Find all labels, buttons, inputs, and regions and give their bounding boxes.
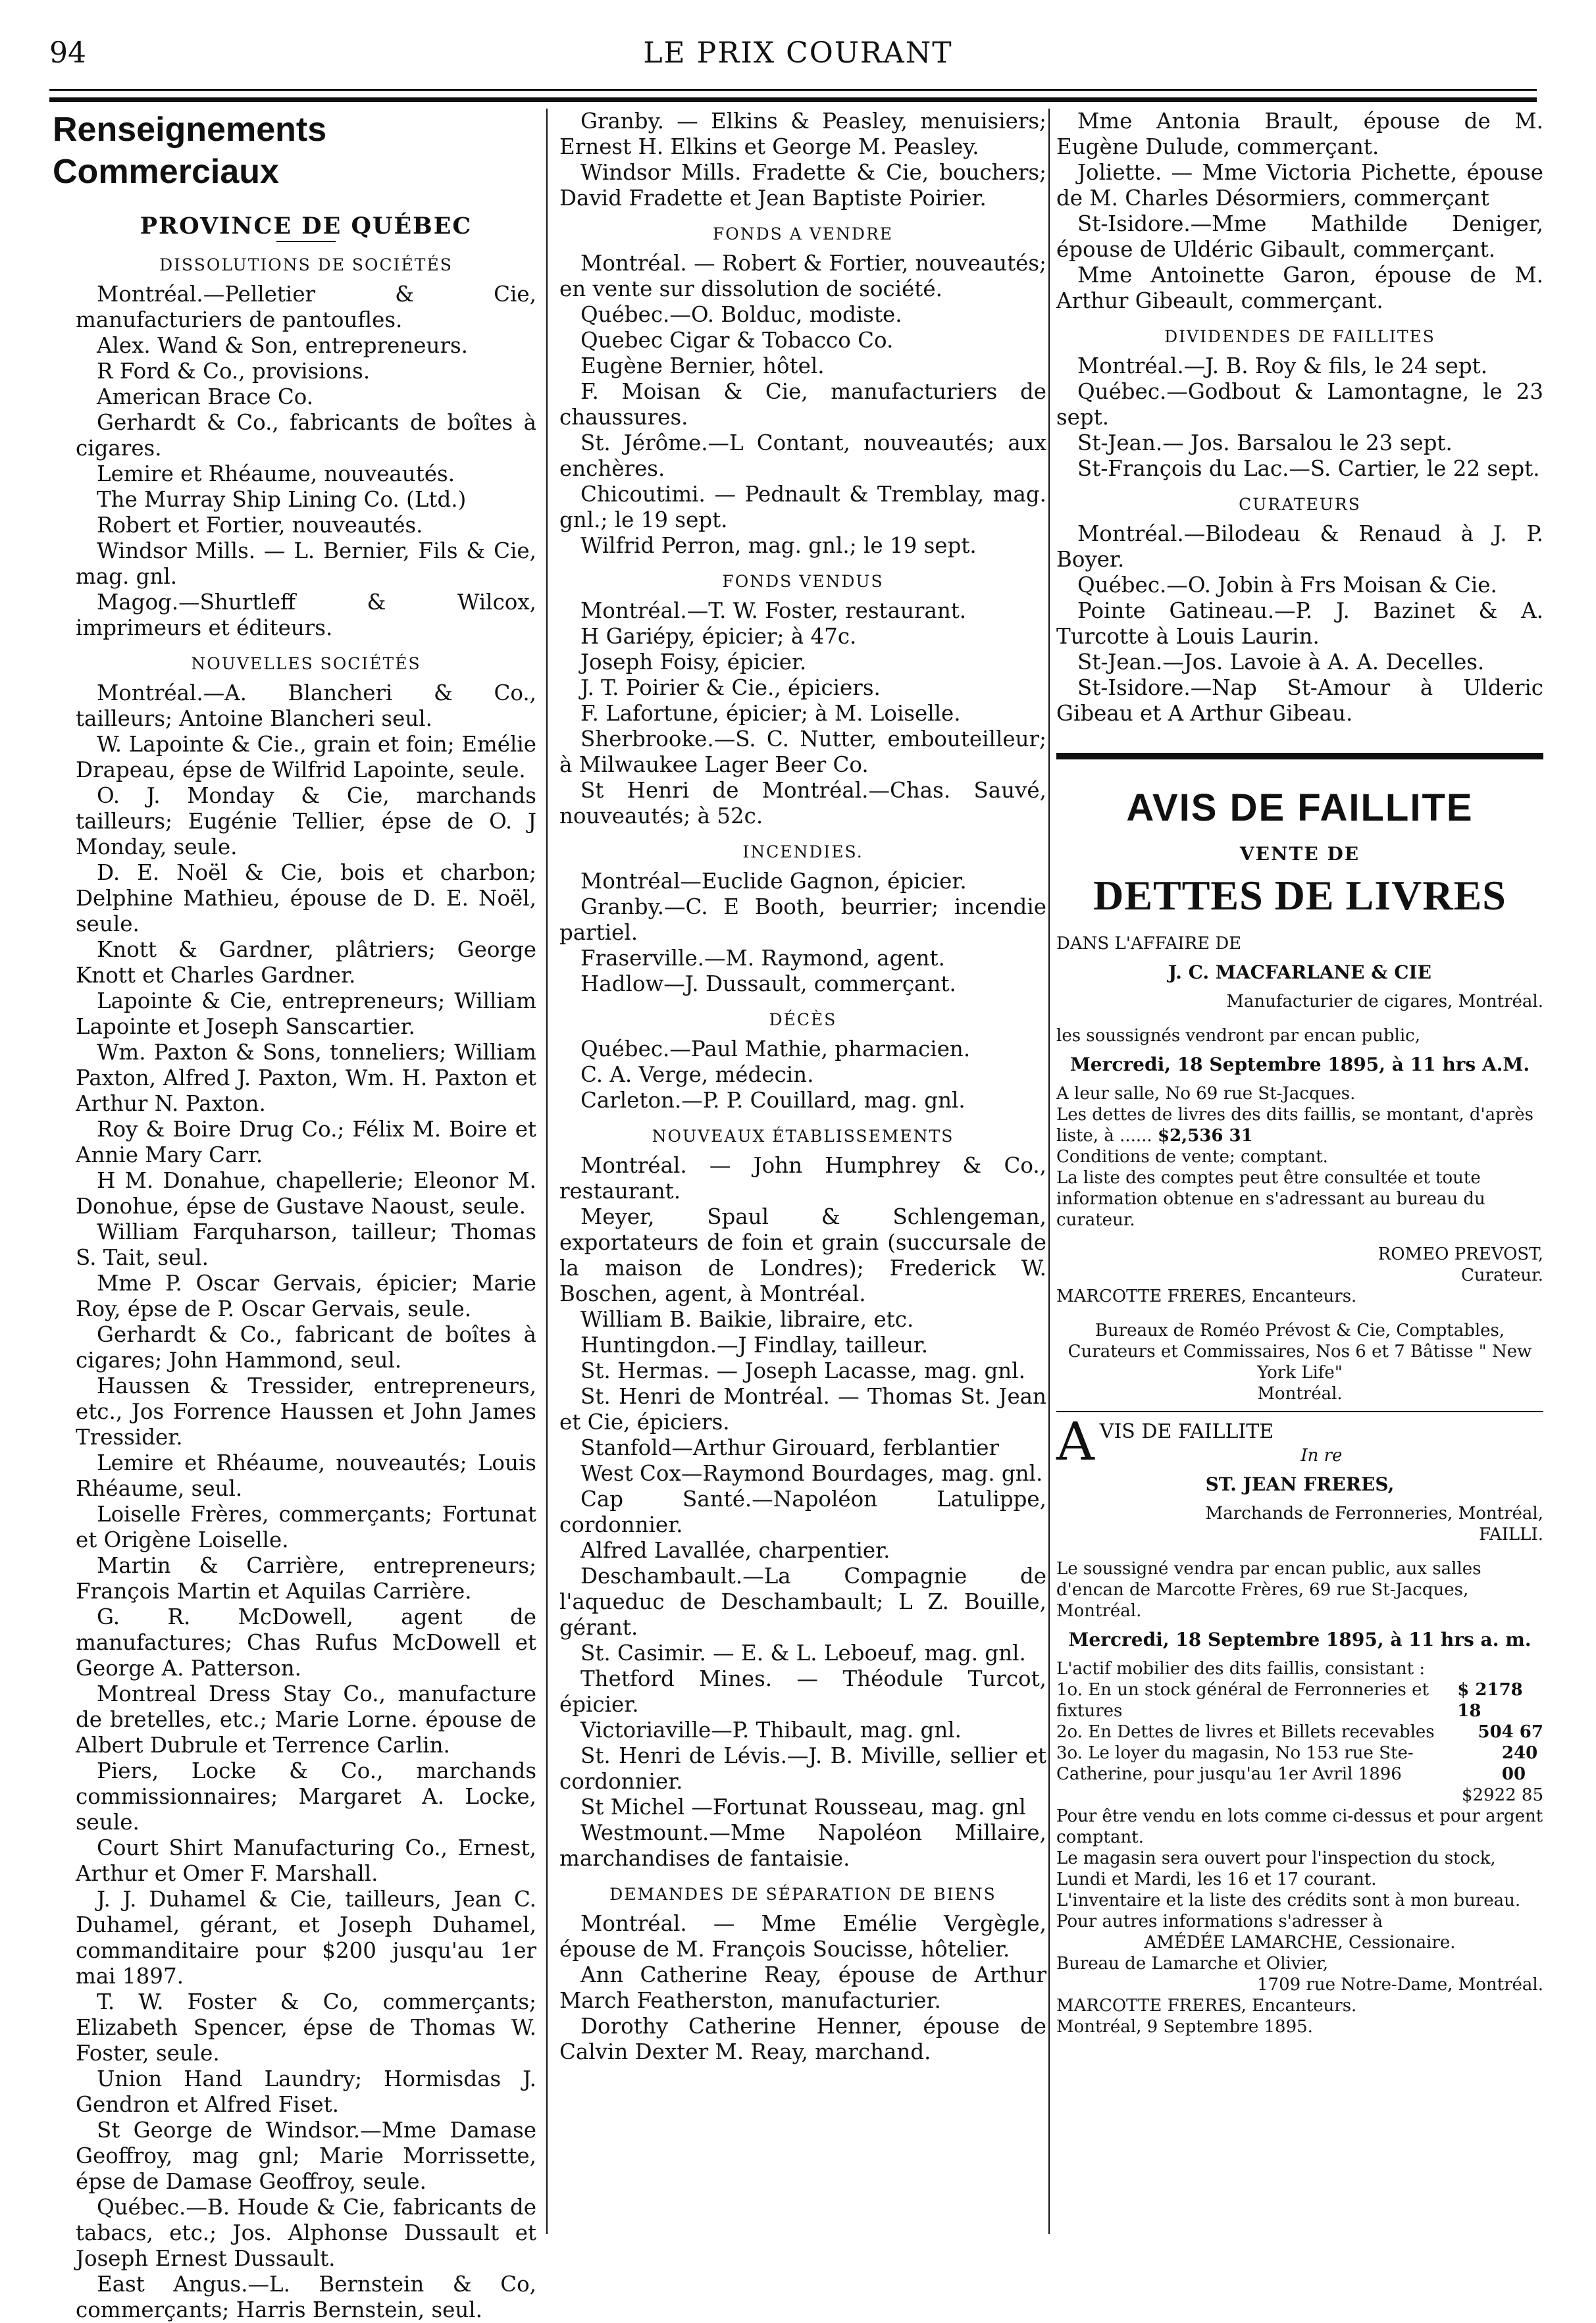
entry: Stanfold—Arthur Girouard, ferblantier xyxy=(580,1435,1000,1460)
subsection-title: FONDS VENDUS xyxy=(722,572,884,591)
entry: Joliette. — Mme Victoria Pichette, épouse de M. Charles Désormiers, commerçant xyxy=(1056,160,1543,211)
entry: Huntingdon.—J Findlay, tailleur. xyxy=(580,1333,929,1358)
entry: H M. Donahue, chapellerie; Eleonor M. Donohue, épse de Gustave Naoust, seule. xyxy=(76,1168,536,1219)
notice-text: DANS L'AFFAIRE DE xyxy=(1056,934,1242,954)
entry: St. Hermas. — Joseph Lacasse, mag. gnl. xyxy=(580,1358,1025,1383)
entry: Montréal. — Mme Emélie Vergègle, épouse de M. François Soucisse, hôtelier. xyxy=(559,1911,1046,1962)
entry: Loiselle Frères, commerçants; Fortunat et Origène Loiselle. xyxy=(76,1502,536,1552)
entry: American Brace Co. xyxy=(97,384,314,409)
entry: Roy & Boire Drug Co.; Félix M. Boire et Annie Mary Carr. xyxy=(76,1117,536,1167)
entry: O. J. Monday & Cie, marchands tailleurs; Eugénie Tellier, épse de O. J Monday, seule. xyxy=(76,783,536,859)
entry: Québec.—B. Houde & Cie, fabricants de tabacs, etc.; Jos. Alphonse Dussault et Joseph Ernest Dussault. xyxy=(76,2195,536,2271)
entry: Windsor Mills. Fradette & Cie, bouchers; David Fradette et Jean Baptiste Poirier. xyxy=(559,160,1046,211)
entry: Westmount.—Mme Napoléon Millaire, marchandises de fantaisie. xyxy=(559,1820,1046,1871)
entry: St. Jérôme.—L Contant, nouveautés; aux enchères. xyxy=(559,430,1046,481)
notice-text: Marchands de Ferronneries, Montréal, xyxy=(1205,1504,1543,1523)
entry: F. Lafortune, épicier; à M. Loiselle. xyxy=(580,701,961,726)
entry: J. T. Poirier & Cie., épiciers. xyxy=(580,675,881,700)
notice-dateline: Montréal, 9 Septembre 1895. xyxy=(1056,2017,1313,2037)
notice-date: Mercredi, 18 Septembre 1895, à 11 hrs A.M. xyxy=(1069,1054,1530,1075)
asset-row: 2o. En Dettes de livres et Billets recevables 504 67 xyxy=(1056,1722,1543,1742)
notice-text: A leur salle, No 69 rue St-Jacques. xyxy=(1056,1084,1356,1104)
entry: Sherbrooke.—S. C. Nutter, embouteilleur; à Milwaukee Lager Beer Co. xyxy=(559,727,1046,777)
notice-text: Pour être vendu en lots comme ci-dessus et pour argent comptant. xyxy=(1056,1806,1543,1847)
entry: Montreal Dress Stay Co., manufacture de bretelles, etc.; Marie Lorne. épouse de Albert Dubrule et Terrence Carlin. xyxy=(76,1681,536,1758)
entry: Dorothy Catherine Henner, épouse de Calvin Dexter M. Reay, marchand. xyxy=(559,2014,1046,2064)
entry: Haussen & Tressider, entrepreneurs, etc., Jos Forrence Haussen et John James Tressider. xyxy=(76,1373,536,1450)
notice-title: AVIS DE FAILLITE xyxy=(1126,786,1474,829)
entry: East Angus.—L. Bernstein & Co, commerçants; Harris Bernstein, seul. xyxy=(76,2272,536,2322)
entry: Magog.—Shurtleff & Wilcox, imprimeurs et éditeurs. xyxy=(76,590,536,640)
entry: Montréal—Euclide Gagnon, épicier. xyxy=(580,869,967,894)
entry: West Cox—Raymond Bourdages, mag. gnl. xyxy=(580,1461,1043,1486)
notice-text: Manufacturier de cigares, Montréal. xyxy=(1226,992,1543,1011)
entry: Québec.—Godbout & Lamontagne, le 23 sept. xyxy=(1056,379,1543,430)
notice-firm: ST. JEAN FRERES, xyxy=(1205,1473,1395,1495)
entry: The Murray Ship Lining Co. (Ltd.) xyxy=(97,487,467,512)
entry: Wilfrid Perron, mag. gnl.; le 19 sept. xyxy=(580,533,977,558)
entry: St. Casimir. — E. & L. Leboeuf, mag. gnl. xyxy=(580,1641,1026,1666)
entry: Mme Antonia Brault, épouse de M. Eugène Dulude, commerçant. xyxy=(1056,109,1543,159)
entry: Granby. — Elkins & Peasley, menuisiers; Ernest H. Elkins et George M. Peasley. xyxy=(559,109,1046,159)
entry: Montréal.—Pelletier & Cie, manufacturiers de pantoufles. xyxy=(76,282,536,332)
entry: Granby.—C. E Booth, beurrier; incendie partiel. xyxy=(559,894,1046,945)
ad-separator xyxy=(1056,1411,1543,1412)
entry: Montréal.—J. B. Roy & fils, le 24 sept. xyxy=(1077,353,1488,378)
entry: Eugène Bernier, hôtel. xyxy=(580,353,825,378)
notice-text: Bureau de Lamarche et Olivier, xyxy=(1056,1954,1329,1974)
subsection-title: FONDS A VENDRE xyxy=(712,224,894,243)
entry: Montréal. — John Humphrey & Co., restaurant. xyxy=(559,1153,1046,1204)
notice-text: L'inventaire et la liste des crédits sont à mon bureau. xyxy=(1056,1891,1521,1910)
entry: William Farquharson, tailleur; Thomas S. Tait, seul. xyxy=(76,1219,536,1270)
column-3 xyxy=(1056,109,1543,2234)
notice-date: Mercredi, 18 Septembre 1895, à 11 hrs a. m. xyxy=(1068,1629,1532,1650)
subsection-title: DISSOLUTIONS DE SOCIÉTÉS xyxy=(159,255,453,274)
entry: Gerhardt & Co., fabricants de boîtes à cigares. xyxy=(76,410,536,461)
notice-text: Conditions de vente; comptant. xyxy=(1056,1147,1328,1167)
entry: St George de Windsor.—Mme Damase Geoffroy, mag gnl; Marie Morrissette, épse de Damase Geoffroy, seule. xyxy=(76,2118,536,2194)
header-rule-thin xyxy=(49,89,1537,91)
notice-text: La liste des comptes peut être consultée et toute information obtenue en s'adressant au bureau du curateur. xyxy=(1056,1168,1485,1230)
notice-text: Bureaux de Roméo Prévost & Cie, Comptables, Curateurs et Commissaires, Nos 6 et 7 Bâtisse " New York Life" xyxy=(1068,1321,1532,1383)
entry: Alfred Lavallée, charpentier. xyxy=(580,1538,890,1563)
entry: Lapointe & Cie, entrepreneurs; William Lapointe et Joseph Sanscartier. xyxy=(76,988,536,1039)
entry: Court Shirt Manufacturing Co., Ernest, Arthur et Omer F. Marshall. xyxy=(76,1835,536,1886)
notice-firm: J. C. MACFARLANE & CIE xyxy=(1168,961,1431,983)
subsection-title: DÉCÈS xyxy=(769,1010,837,1029)
entry: Québec.—O. Jobin à Frs Moisan & Cie. xyxy=(1077,573,1497,598)
entry: Québec.—Paul Mathie, pharmacien. xyxy=(580,1036,971,1061)
asset-total: $2922 85 xyxy=(1461,1785,1543,1805)
notice-text: 1709 rue Notre-Dame, Montréal. xyxy=(1257,1975,1543,1995)
section-heading: Renseignements Commerciaux xyxy=(53,111,327,191)
subsection-title: DIVIDENDES DE FAILLITES xyxy=(1164,327,1435,346)
notice-text: Pour autres informations s'adresser à xyxy=(1056,1912,1383,1931)
column-1 xyxy=(53,109,536,2322)
entry: Windsor Mills. — L. Bernier, Fils & Cie, mag. gnl. xyxy=(76,538,536,589)
entry: Joseph Foisy, épicier. xyxy=(580,650,807,675)
entry: Montréal.—T. W. Foster, restaurant. xyxy=(580,598,967,623)
subsection-title: DEMANDES DE SÉPARATION DE BIENS xyxy=(609,1885,996,1904)
notice-signature-title: Curateur. xyxy=(1461,1265,1543,1285)
entry: Meyer, Spaul & Schlengeman, exportateurs de foin et grain (succursale de la maison de Londres); Frederick W. Boschen, agent, à Montréal. xyxy=(559,1204,1046,1306)
entry: Montréal. — Robert & Fortier, nouveautés; en vente sur dissolution de société. xyxy=(559,251,1046,301)
entry: Knott & Gardner, plâtriers; George Knott et Charles Gardner. xyxy=(76,937,536,988)
entry: Thetford Mines. — Théodule Turcot, épicier. xyxy=(559,1666,1046,1717)
divider xyxy=(276,241,336,242)
page-number: 94 xyxy=(49,36,86,70)
entry: W. Lapointe & Cie., grain et foin; Emélie Drapeau, épse de Wilfrid Lapointe, seule. xyxy=(76,732,536,782)
entry: Robert et Fortier, nouveautés. xyxy=(97,513,423,538)
entry: St-Jean.—Jos. Lavoie à A. A. Decelles. xyxy=(1077,650,1485,675)
entry: Gerhardt & Co., fabricant de boîtes à cigares; John Hammond, seul. xyxy=(76,1322,536,1373)
entry: Pointe Gatineau.—P. J. Bazinet & A. Turcotte à Louis Laurin. xyxy=(1056,598,1543,649)
notice-text: Montréal. xyxy=(1257,1384,1343,1404)
subsection-title: CURATEURS xyxy=(1239,495,1361,514)
entry: Montréal.—A. Blancheri & Co., tailleurs; Antoine Blancheri seul. xyxy=(76,680,536,731)
entry: D. E. Noël & Cie, bois et charbon; Delphine Mathieu, épouse de D. E. Noël, seule. xyxy=(76,860,536,936)
entry: Wm. Paxton & Sons, tonneliers; William Paxton, Alfred J. Paxton, Wm. H. Paxton et Arthur N. Paxton. xyxy=(76,1040,536,1116)
drop-cap: A xyxy=(1056,1411,1094,1472)
entry: Victoriaville—P. Thibault, mag. gnl. xyxy=(580,1718,962,1743)
entry: Mme Antoinette Garon, épouse de M. Arthur Gibeault, commerçant. xyxy=(1056,263,1543,313)
entry: St Henri de Montréal.—Chas. Sauvé, nouveautés; à 52c. xyxy=(559,778,1046,829)
province-heading: PROVINCE DE QUÉBEC xyxy=(140,213,473,240)
notice-text: L'actif mobilier des dits faillis, consistant : xyxy=(1056,1659,1426,1679)
entry: Mme P. Oscar Gervais, épicier; Marie Roy, épse de P. Oscar Gervais, seule. xyxy=(76,1271,536,1321)
column-divider xyxy=(1048,109,1050,2234)
notice-subtitle: VENTE DE xyxy=(1239,843,1360,865)
entry: C. A. Verge, médecin. xyxy=(580,1062,814,1087)
entry: William B. Baikie, libraire, etc. xyxy=(580,1307,914,1332)
bankruptcy-notice-st-jean xyxy=(1056,1411,1543,2037)
entry: Chicoutimi. — Pednault & Tremblay, mag. gnl.; le 19 sept. xyxy=(559,482,1046,532)
entry: St-Jean.— Jos. Barsalou le 23 sept. xyxy=(1077,430,1453,455)
entry: St-Isidore.—Nap St-Amour à Ulderic Gibeau et A Arthur Gibeau. xyxy=(1056,675,1543,726)
notice-signature: ROMEO PREVOST, xyxy=(1377,1244,1543,1264)
notice-headline: DETTES DE LIVRES xyxy=(1093,872,1506,919)
entry: Ann Catherine Reay, épouse de Arthur March Featherston, manufacturier. xyxy=(559,1962,1046,2013)
entry: G. R. McDowell, agent de manufactures; Chas Rufus McDowell et George A. Patterson. xyxy=(76,1604,536,1681)
entry: Quebec Cigar & Tobacco Co. xyxy=(580,328,894,353)
asset-row: 3o. Le loyer du magasin, No 153 rue Ste-Catherine, pour jusqu'au 1er Avril 1896 240 00 xyxy=(1056,1743,1538,1784)
bankruptcy-notice-macfarlane xyxy=(1056,786,1543,1404)
notice-text: Le soussigné vendra par encan public, aux salles d'encan de Marcotte Frères, 69 rue St-Jacques, Montréal. xyxy=(1056,1559,1481,1621)
header-rule-thick xyxy=(49,97,1537,102)
entry: F. Moisan & Cie, manufacturiers de chaussures. xyxy=(559,379,1046,430)
notice-text: Le magasin sera ouvert pour l'inspection du stock, Lundi et Mardi, les 16 et 17 courant. xyxy=(1056,1849,1496,1889)
entry: Fraserville.—M. Raymond, agent. xyxy=(580,946,945,971)
entry: St. Henri de Lévis.—J. B. Miville, sellier et cordonnier. xyxy=(559,1743,1046,1794)
notice-text: In re xyxy=(1300,1446,1343,1466)
column-divider xyxy=(546,109,548,2234)
notice-text: les soussignés vendront par encan public, xyxy=(1056,1026,1420,1046)
entry: Martin & Carrière, entrepreneurs; François Martin et Aquilas Carrière. xyxy=(76,1553,536,1604)
entry: H Gariépy, épicier; à 47c. xyxy=(580,624,857,649)
column-2 xyxy=(559,109,1046,2234)
entry: Québec.—O. Bolduc, modiste. xyxy=(580,302,902,327)
entry: Alex. Wand & Son, entrepreneurs. xyxy=(97,333,469,358)
asset-row: 1o. En un stock général de Ferronneries et fixtures $ 2178 18 xyxy=(1056,1680,1523,1721)
entry: Lemire et Rhéaume, nouveautés. xyxy=(97,461,455,486)
entry: R Ford & Co., provisions. xyxy=(97,359,371,384)
subsection-title: INCENDIES. xyxy=(742,842,863,861)
entry: Lemire et Rhéaume, nouveautés; Louis Rhéaume, seul. xyxy=(76,1450,536,1501)
page-header xyxy=(0,0,1596,86)
entry: St. Henri de Montréal. — Thomas St. Jean et Cie, épiciers. xyxy=(559,1384,1046,1435)
page-title: LE PRIX COURANT xyxy=(643,36,953,70)
notice-text: Les dettes de livres des dits faillis, se montant, d'après liste, à ...... $2,536 31 xyxy=(1056,1105,1533,1146)
entry: Montréal.—Bilodeau & Renaud à J. P. Boyer. xyxy=(1056,521,1543,572)
notice-auctioneer: MARCOTTE FRERES, Encanteurs. xyxy=(1056,1287,1357,1306)
entry: St Michel —Fortunat Rousseau, mag. gnl xyxy=(580,1795,1026,1820)
subsection-title: NOUVEAUX ÉTABLISSEMENTS xyxy=(652,1127,954,1146)
entry: Hadlow—J. Dussault, commerçant. xyxy=(580,971,956,996)
entry: St-François du Lac.—S. Cartier, le 22 sept. xyxy=(1077,456,1540,481)
entry: Piers, Locke & Co., marchands commissionnaires; Margaret A. Locke, seule. xyxy=(76,1758,536,1835)
entry: J. J. Duhamel & Cie, tailleurs, Jean C. Duhamel, gérant, et Joseph Duhamel, commanditaire pour $200 jusqu'au 1er mai 1897. xyxy=(76,1887,536,1989)
ad-separator xyxy=(1056,753,1543,759)
notice-signature: AMÉDÉE LAMARCHE, Cessionaire. xyxy=(1144,1933,1456,1953)
entry: Union Hand Laundry; Hormisdas J. Gendron et Alfred Fiset. xyxy=(76,2066,536,2117)
entry: St-Isidore.—Mme Mathilde Deniger, épouse de Uldéric Gibault, commerçant. xyxy=(1056,211,1543,262)
entry: Deschambault.—La Compagnie de l'aqueduc de Deschambault; L Z. Bouille, gérant. xyxy=(559,1564,1046,1640)
notice-auctioneer: MARCOTTE FRERES, Encanteurs. xyxy=(1056,1996,1357,2016)
subsection-title: NOUVELLES SOCIÉTÉS xyxy=(191,654,421,673)
notice-title: VIS DE FAILLITE xyxy=(1099,1420,1274,1443)
entry: Carleton.—P. P. Couillard, mag. gnl. xyxy=(580,1088,965,1113)
notice-text: FAILLI. xyxy=(1479,1525,1543,1544)
entry: Cap Santé.—Napoléon Latulippe, cordonnier. xyxy=(559,1487,1046,1537)
entry: T. W. Foster & Co, commerçants; Elizabeth Spencer, épse de Thomas W. Foster, seule. xyxy=(76,1989,536,2066)
